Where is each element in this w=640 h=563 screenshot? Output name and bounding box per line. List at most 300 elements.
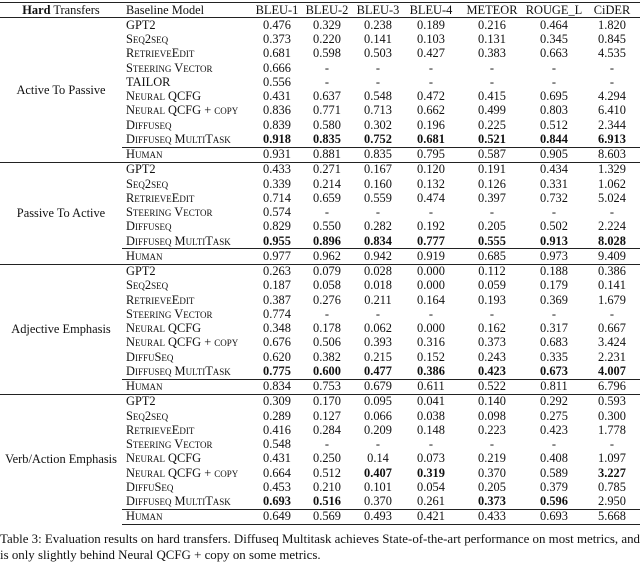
metric-value: -: [551, 437, 557, 452]
metric-value: 0.263: [254, 264, 300, 279]
metric-value: 6.410: [598, 103, 626, 118]
metric-value: 0.373: [478, 494, 506, 509]
metric-value: 0.550: [313, 219, 341, 234]
model-name: Steering Vector: [126, 60, 213, 75]
metric-value: 0.000: [417, 278, 445, 293]
metric-value: 0.695: [540, 89, 568, 104]
metric-value: 0.345: [540, 32, 568, 47]
metric-value: 0.131: [478, 32, 506, 47]
table-row: [0, 394, 640, 409]
metric-value: 0.187: [263, 278, 291, 293]
header-metric: METEOR: [460, 3, 524, 18]
metric-value: 0.713: [364, 103, 392, 118]
metric-value: 0.238: [354, 18, 402, 33]
model-name: Human: [122, 379, 254, 394]
metric-value: 0.386: [584, 264, 640, 279]
metric-value: -: [489, 74, 495, 89]
metric-value: 0.600: [313, 363, 341, 378]
metric-value: -: [551, 205, 557, 220]
metric-value: 0.516: [313, 494, 341, 509]
group-label: Adjective Emphasis: [0, 264, 122, 394]
metric-value: 2.950: [598, 494, 626, 509]
metric-value: 0.243: [478, 349, 506, 364]
metric-value: 0.676: [263, 335, 291, 350]
metric-value: 0.973: [524, 249, 584, 264]
model-name: Diffuseq MultiTask: [126, 363, 231, 378]
metric-value: 0.339: [263, 176, 291, 191]
metric-value: -: [428, 437, 434, 452]
metric-value: 4.007: [598, 363, 626, 378]
metric-value: 0.464: [524, 18, 584, 33]
model-name: GPT2: [122, 18, 254, 33]
metric-value: 0.038: [417, 408, 445, 423]
metric-value: -: [489, 437, 495, 452]
metric-value: 0.942: [354, 249, 402, 264]
metric-value: 0.493: [354, 509, 402, 524]
metric-value: -: [375, 74, 381, 89]
model-name: Steering Vector: [126, 205, 213, 220]
metric-value: 0.335: [540, 349, 568, 364]
metric-value: 0.162: [478, 321, 506, 336]
header-metric: BLEU-1: [255, 2, 299, 17]
metric-value: 0.649: [254, 509, 300, 524]
header-hard-transfers: Hard Transfers: [0, 3, 122, 18]
metric-value: 0.284: [313, 422, 341, 437]
metric-value: 0.178: [313, 321, 341, 336]
metric-value: 0.000: [402, 264, 460, 279]
metric-value: 0.433: [254, 162, 300, 177]
metric-value: 0.271: [300, 162, 354, 177]
metric-value: 3.424: [598, 335, 626, 350]
metric-value: 0.785: [598, 479, 626, 494]
header-metric: BLEU-4: [402, 3, 460, 18]
model-name: Human: [122, 147, 254, 162]
metric-value: 0.225: [478, 117, 506, 132]
metric-value: 0.620: [263, 349, 291, 364]
model-name: RetrieveEdit: [126, 422, 195, 437]
metric-value: 0.193: [478, 292, 506, 307]
metric-value: -: [609, 60, 615, 75]
header-baseline-model: Baseline Model: [122, 3, 254, 18]
metric-value: 0.589: [540, 465, 568, 480]
model-name: RetrieveEdit: [126, 292, 195, 307]
model-name: Neural QCFG: [126, 89, 202, 104]
metric-value: 0.079: [300, 264, 354, 279]
metric-value: 0.066: [364, 408, 392, 423]
metric-value: 0.714: [263, 190, 291, 205]
metric-value: 0.329: [300, 18, 354, 33]
model-name: Human: [122, 249, 254, 264]
metric-value: 0.512: [540, 117, 568, 132]
metric-value: 0.685: [460, 249, 524, 264]
model-name: Seq2seq: [126, 408, 169, 423]
metric-value: 0.220: [313, 32, 341, 47]
model-name: Steering Vector: [126, 306, 213, 321]
metric-value: 0.140: [460, 394, 524, 409]
metric-value: 0.506: [313, 335, 341, 350]
metric-value: 0.407: [364, 465, 392, 480]
model-name: Seq2seq: [126, 32, 169, 47]
metric-value: 0.662: [417, 103, 445, 118]
metric-value: 0.663: [540, 46, 568, 61]
metric-value: 0.587: [460, 147, 524, 162]
metric-value: 0.276: [313, 292, 341, 307]
metric-value: 0.387: [263, 292, 291, 307]
metric-value: 0.666: [263, 60, 291, 75]
metric-value: 0.774: [263, 306, 291, 321]
metric-value: 8.028: [598, 233, 626, 248]
model-name: GPT2: [122, 162, 254, 177]
metric-value: 0.732: [540, 190, 568, 205]
metric-value: 0.319: [417, 465, 445, 480]
metric-value: 0.835: [313, 131, 341, 146]
metric-value: 0.771: [313, 103, 341, 118]
metric-value: 0.834: [254, 379, 300, 394]
metric-value: 0.160: [364, 176, 392, 191]
metric-value: 0.216: [460, 18, 524, 33]
metric-value: 0.829: [263, 219, 291, 234]
metric-value: 0.777: [417, 233, 445, 248]
header-metric: BLEU-3: [354, 3, 402, 18]
metric-value: -: [489, 60, 495, 75]
metric-value: 0.683: [540, 335, 568, 350]
metric-value: 0.223: [478, 422, 506, 437]
metric-value: 0.058: [313, 278, 341, 293]
metric-value: 5.668: [584, 509, 640, 524]
metric-value: 0.191: [460, 162, 524, 177]
metric-value: 0.775: [263, 363, 291, 378]
metric-value: 0.148: [417, 422, 445, 437]
metric-value: 0.170: [300, 394, 354, 409]
model-name: Diffuseq: [126, 219, 172, 234]
metric-value: 0.219: [478, 451, 506, 466]
metric-value: -: [428, 205, 434, 220]
metric-value: 0.839: [263, 117, 291, 132]
metric-value: 0.569: [300, 509, 354, 524]
metric-value: 0.196: [417, 117, 445, 132]
metric-value: 0.598: [313, 46, 341, 61]
metric-value: 0.215: [364, 349, 392, 364]
metric-value: 0.210: [313, 479, 341, 494]
metric-value: -: [324, 74, 330, 89]
metric-value: 0.427: [417, 46, 445, 61]
metric-value: 0.101: [364, 479, 392, 494]
metric-value: 0.693: [524, 509, 584, 524]
metric-value: 0.300: [598, 408, 626, 423]
metric-value: 0.098: [478, 408, 506, 423]
metric-value: 0.955: [263, 233, 291, 248]
metric-value: 0.370: [364, 494, 392, 509]
metric-value: 0.559: [364, 190, 392, 205]
table-row: [0, 162, 640, 177]
metric-value: 0.205: [478, 219, 506, 234]
metric-value: 0.919: [402, 249, 460, 264]
metric-value: 0.373: [263, 32, 291, 47]
metric-value: 0.803: [540, 103, 568, 118]
metric-value: -: [324, 437, 330, 452]
model-name: GPT2: [122, 394, 254, 409]
metric-value: 0.054: [417, 479, 445, 494]
metric-value: 0.472: [417, 89, 445, 104]
metric-value: 5.024: [598, 190, 626, 205]
metric-value: 0.188: [524, 264, 584, 279]
group-label: Verb/Action Emphasis: [0, 394, 122, 524]
metric-value: 0.141: [598, 278, 626, 293]
metric-value: 0.896: [313, 233, 341, 248]
metric-value: 0.521: [478, 131, 506, 146]
metric-value: -: [324, 60, 330, 75]
metric-value: 6.913: [598, 131, 626, 146]
model-name: GPT2: [122, 264, 254, 279]
metric-value: 0.881: [300, 147, 354, 162]
metric-value: 0.845: [598, 32, 626, 47]
metric-value: 0.179: [540, 278, 568, 293]
metric-value: 0.167: [354, 162, 402, 177]
metric-value: 0.673: [540, 363, 568, 378]
metric-value: 0.681: [417, 131, 445, 146]
metric-value: 1.329: [584, 162, 640, 177]
metric-value: -: [324, 306, 330, 321]
metric-value: 0.664: [263, 465, 291, 480]
metric-value: 1.679: [598, 292, 626, 307]
header-metric: ROUGE_L: [525, 2, 583, 17]
metric-value: 9.409: [584, 249, 640, 264]
table-caption: Table 3: Evaluation results on hard transfers. Diffuseq Multitask achieves State-of-the-art performance on most metrics, and is only slightly behind Neural QCFG + copy on some metrics.: [0, 532, 640, 562]
metric-value: 0.018: [364, 278, 392, 293]
metric-value: 0.103: [417, 32, 445, 47]
metric-value: 0.382: [313, 349, 341, 364]
metric-value: 0.556: [263, 74, 291, 89]
model-name: Neural QCFG: [126, 321, 202, 336]
metric-value: 0.331: [540, 176, 568, 191]
metric-value: 0.977: [254, 249, 300, 264]
metric-value: 0.028: [354, 264, 402, 279]
metric-value: 8.603: [584, 147, 640, 162]
metric-value: -: [375, 205, 381, 220]
header-metric: CiDER: [584, 3, 640, 18]
model-name: Human: [122, 509, 254, 524]
metric-value: 0.423: [540, 422, 568, 437]
metric-value: 0.931: [254, 147, 300, 162]
metric-value: 0.250: [313, 451, 341, 466]
metric-value: 0.408: [540, 451, 568, 466]
metric-value: 0.474: [417, 190, 445, 205]
model-name: Diffuseq MultiTask: [126, 494, 231, 509]
table-row: [0, 264, 640, 279]
group-label: Passive To Active: [0, 162, 122, 264]
metric-value: 0.309: [254, 394, 300, 409]
metric-value: 0.348: [263, 321, 291, 336]
metric-value: 0.302: [364, 117, 392, 132]
metric-value: 0.192: [417, 219, 445, 234]
metric-value: -: [489, 205, 495, 220]
metric-value: 0.574: [263, 205, 291, 220]
metric-value: 1.820: [584, 18, 640, 33]
metric-value: 0.205: [478, 479, 506, 494]
metric-value: -: [609, 74, 615, 89]
metric-value: -: [609, 205, 615, 220]
metric-value: 0.502: [540, 219, 568, 234]
metric-value: 0.548: [263, 437, 291, 452]
metric-value: -: [375, 437, 381, 452]
metric-value: 0.397: [478, 190, 506, 205]
model-name: Neural QCFG: [126, 451, 202, 466]
metric-value: -: [375, 60, 381, 75]
metric-value: 0.499: [478, 103, 506, 118]
metric-value: 0.132: [417, 176, 445, 191]
table-body: [0, 18, 640, 525]
metric-value: 0.062: [364, 321, 392, 336]
metric-value: 0.289: [263, 408, 291, 423]
metric-value: 0.693: [263, 494, 291, 509]
metric-value: 2.344: [598, 117, 626, 132]
metric-value: 0.512: [313, 465, 341, 480]
metric-value: 0.522: [460, 379, 524, 394]
metric-value: 0.962: [300, 249, 354, 264]
metric-value: 0.112: [460, 264, 524, 279]
model-name: Diffuseq MultiTask: [126, 131, 231, 146]
metric-value: 6.796: [584, 379, 640, 394]
metric-value: 0.659: [313, 190, 341, 205]
metric-value: 0.434: [524, 162, 584, 177]
metric-value: 0.370: [478, 465, 506, 480]
metric-value: 0.836: [263, 103, 291, 118]
metric-value: 0.453: [263, 479, 291, 494]
metric-value: -: [428, 306, 434, 321]
model-name: Neural QCFG + copy: [126, 465, 239, 480]
metric-value: 0.431: [263, 89, 291, 104]
metric-value: 0.580: [313, 117, 341, 132]
metric-value: 0.373: [478, 335, 506, 350]
metric-value: 0.811: [524, 379, 584, 394]
group-label: Active To Passive: [0, 18, 122, 163]
metric-value: 0.214: [313, 176, 341, 191]
metric-value: 0.316: [417, 335, 445, 350]
metric-value: 0.637: [313, 89, 341, 104]
header-metric: BLEU-2: [300, 3, 354, 18]
metric-value: 0.073: [417, 451, 445, 466]
metric-value: 0.141: [364, 32, 392, 47]
metric-value: 0.209: [364, 422, 392, 437]
metric-value: 4.294: [598, 89, 626, 104]
metric-value: 0.431: [263, 451, 291, 466]
metric-value: 1.097: [598, 451, 626, 466]
metric-value: 0.548: [364, 89, 392, 104]
metric-value: 0.317: [540, 321, 568, 336]
metric-value: 2.231: [598, 349, 626, 364]
metric-value: 0.679: [354, 379, 402, 394]
metric-value: 0.423: [478, 363, 506, 378]
table-row: [0, 18, 640, 33]
metric-value: 0.416: [263, 422, 291, 437]
metric-value: -: [551, 74, 557, 89]
metric-value: 0.261: [417, 494, 445, 509]
metric-value: 0.681: [263, 46, 291, 61]
metric-value: -: [551, 60, 557, 75]
metric-value: -: [428, 74, 434, 89]
metric-value: 0.477: [364, 363, 392, 378]
metric-value: 0.189: [402, 18, 460, 33]
metric-value: 0.555: [478, 233, 506, 248]
metric-value: 0.386: [417, 363, 445, 378]
metric-value: 0.282: [364, 219, 392, 234]
model-name: RetrieveEdit: [126, 46, 195, 61]
metric-value: 0.611: [402, 379, 460, 394]
metric-value: 0.835: [354, 147, 402, 162]
metric-value: 1.062: [598, 176, 626, 191]
model-name: TAILOR: [126, 74, 171, 89]
metric-value: 0.379: [540, 479, 568, 494]
metric-value: 0.059: [478, 278, 506, 293]
model-name: DiffuSeq: [126, 349, 174, 364]
metric-value: 0.593: [584, 394, 640, 409]
metric-value: 0.753: [300, 379, 354, 394]
metric-value: 0.596: [540, 494, 568, 509]
metric-value: 0.433: [460, 509, 524, 524]
metric-value: 0.275: [540, 408, 568, 423]
metric-value: 0.000: [417, 321, 445, 336]
metric-value: 0.211: [364, 292, 392, 307]
model-name: Seq2seq: [126, 278, 169, 293]
model-name: Diffuseq: [126, 117, 172, 132]
model-name: Seq2seq: [126, 176, 169, 191]
metric-value: -: [609, 306, 615, 321]
metric-value: 0.421: [402, 509, 460, 524]
metric-value: 2.224: [598, 219, 626, 234]
metric-value: 0.292: [524, 394, 584, 409]
metric-value: 0.127: [313, 408, 341, 423]
metric-value: 0.415: [478, 89, 506, 104]
metric-value: 0.369: [540, 292, 568, 307]
metric-value: 4.535: [598, 46, 626, 61]
model-name: Diffuseq MultiTask: [126, 233, 231, 248]
metric-value: 3.227: [598, 465, 626, 480]
metric-value: 0.918: [263, 131, 291, 146]
metric-value: 0.164: [417, 292, 445, 307]
metric-value: 0.503: [364, 46, 392, 61]
metric-value: 0.14: [367, 451, 389, 466]
metric-value: 1.778: [598, 422, 626, 437]
header-row: [0, 3, 640, 18]
metric-value: -: [428, 60, 434, 75]
metric-value: 0.126: [478, 176, 506, 191]
metric-value: -: [375, 306, 381, 321]
metric-value: 0.095: [354, 394, 402, 409]
model-name: RetrieveEdit: [126, 190, 195, 205]
metric-value: 0.667: [598, 321, 626, 336]
model-name: Steering Vector: [126, 437, 213, 452]
results-table: [0, 2, 640, 525]
metric-value: -: [324, 205, 330, 220]
model-name: Neural QCFG + copy: [126, 335, 239, 350]
metric-value: 0.844: [540, 131, 568, 146]
metric-value: 0.795: [402, 147, 460, 162]
metric-value: 0.913: [540, 233, 568, 248]
metric-value: 0.041: [402, 394, 460, 409]
model-name: Neural QCFG + copy: [126, 103, 239, 118]
metric-value: -: [489, 306, 495, 321]
metric-value: 0.905: [524, 147, 584, 162]
metric-value: 0.834: [364, 233, 392, 248]
metric-value: 0.393: [364, 335, 392, 350]
metric-value: 0.152: [417, 349, 445, 364]
metric-value: 0.120: [402, 162, 460, 177]
metric-value: -: [551, 306, 557, 321]
model-name: DiffuSeq: [126, 479, 174, 494]
metric-value: 0.476: [254, 18, 300, 33]
metric-value: 0.383: [478, 46, 506, 61]
metric-value: -: [609, 437, 615, 452]
